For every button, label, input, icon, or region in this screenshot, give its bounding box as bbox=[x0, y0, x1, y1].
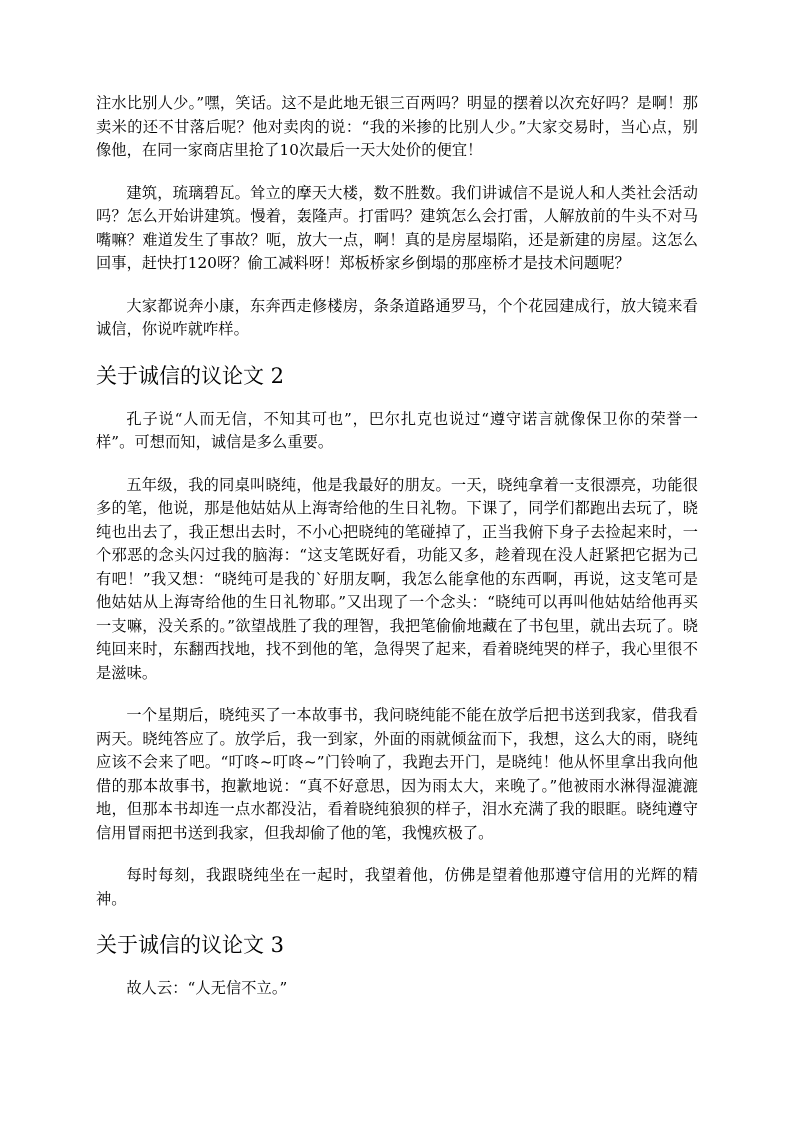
body-paragraph: 每时每刻，我跟晓纯坐在一起时，我望着他，仿佛是望着他那遵守信用的光辉的精神。 bbox=[96, 866, 698, 908]
section-heading: 关于诚信的议论文 2 bbox=[96, 363, 285, 388]
body-paragraph: 一个星期后，晓纯买了一本故事书，我问晓纯能不能在放学后把书送到我家，借我看两天。晓纯答应了。放学后，我一到家，外面的雨就倾盆而下，我想，这么大的雨，晓纯应该不会来了吧。“叮咚~叮咚~”门铃响了，我跑去开门，是晓纯！他从怀里拿出我向他借的那本故事书，抱歉地说：“真不好意思，因为雨太大，来晚了。”他被雨水淋得湿漉漉地，但那本书却连一点水都没沾，看着晓纯狼狈的样子，泪水充满了我的眼眶。晓纯遵守信用冒雨把书送到我家，但我却偷了他的笔，我愧疚极了。 bbox=[96, 706, 698, 842]
body-paragraph: 注水比别人少。”嘿，笑话。这不是此地无银三百两吗？明显的摆着以次充好吗？是啊！那卖米的还不甘落后呢？他对卖肉的说：“我的米掺的比别人少。”大家交易时，当心点，别像他，在同一家商店里抢了10次最后一天大处价的便宜！ bbox=[96, 94, 698, 159]
body-paragraph: 建筑，琉璃碧瓦。耸立的摩天大楼，数不胜数。我们讲诚信不是说人和人类社会活动吗？怎么开始讲建筑。慢着，轰隆声。打雷吗？建筑怎么会打雷，人解放前的牛头不对马嘴嘛？难道发生了事故？呃，放大一点，啊！真的是房屋塌陷，还是新建的房屋。这怎么回事，赶快打120呀？偷工减料呀！郑板桥家乡倒塌的那座桥才是技术问题呢？ bbox=[96, 183, 698, 272]
body-paragraph: 故人云：“人无信不立。” bbox=[126, 979, 288, 997]
body-paragraph: 大家都说奔小康，东奔西走修楼房，条条道路通罗马，个个花园建成行，放大镜来看诚信，你说咋就咋样。 bbox=[96, 296, 698, 338]
body-paragraph: 五年级，我的同桌叫晓纯，他是我最好的朋友。一天，晓纯拿着一支很漂亮，功能很多的笔，他说，那是他姑姑从上海寄给他的生日礼物。下课了，同学们都跑出去玩了，晓纯也出去了，我正想出去时，不小心把晓纯的笔碰掉了，正当我俯下身子去捡起来时，一个邪恶的念头闪过我的脑海：“这支笔既好看，功能又多，趁着现在没人赶紧把它据为己有吧！”我又想：“晓纯可是我的`好朋友啊，我怎么能拿他的东西啊，再说，这支笔可是他姑姑从上海寄给他的生日礼物耶。”又出现了一个念头：“晓纯可以再叫他姑姑给他再买一支嘛，没关系的。”欲望战胜了我的理智，我把笔偷偷地藏在了书包里，就出去玩了。晓纯回来时，东翻西找地，找不到他的笔，急得哭了起来，看着晓纯哭的样子，我心里很不是滋味。 bbox=[96, 475, 698, 682]
document-page bbox=[96, 92, 698, 1020]
body-paragraph: 孔子说“人而无信，不知其可也”，巴尔扎克也说过“遵守诺言就像保卫你的荣誉一样”。可想而知，诚信是多么重要。 bbox=[96, 409, 698, 451]
section-heading: 关于诚信的议论文 3 bbox=[96, 933, 285, 957]
